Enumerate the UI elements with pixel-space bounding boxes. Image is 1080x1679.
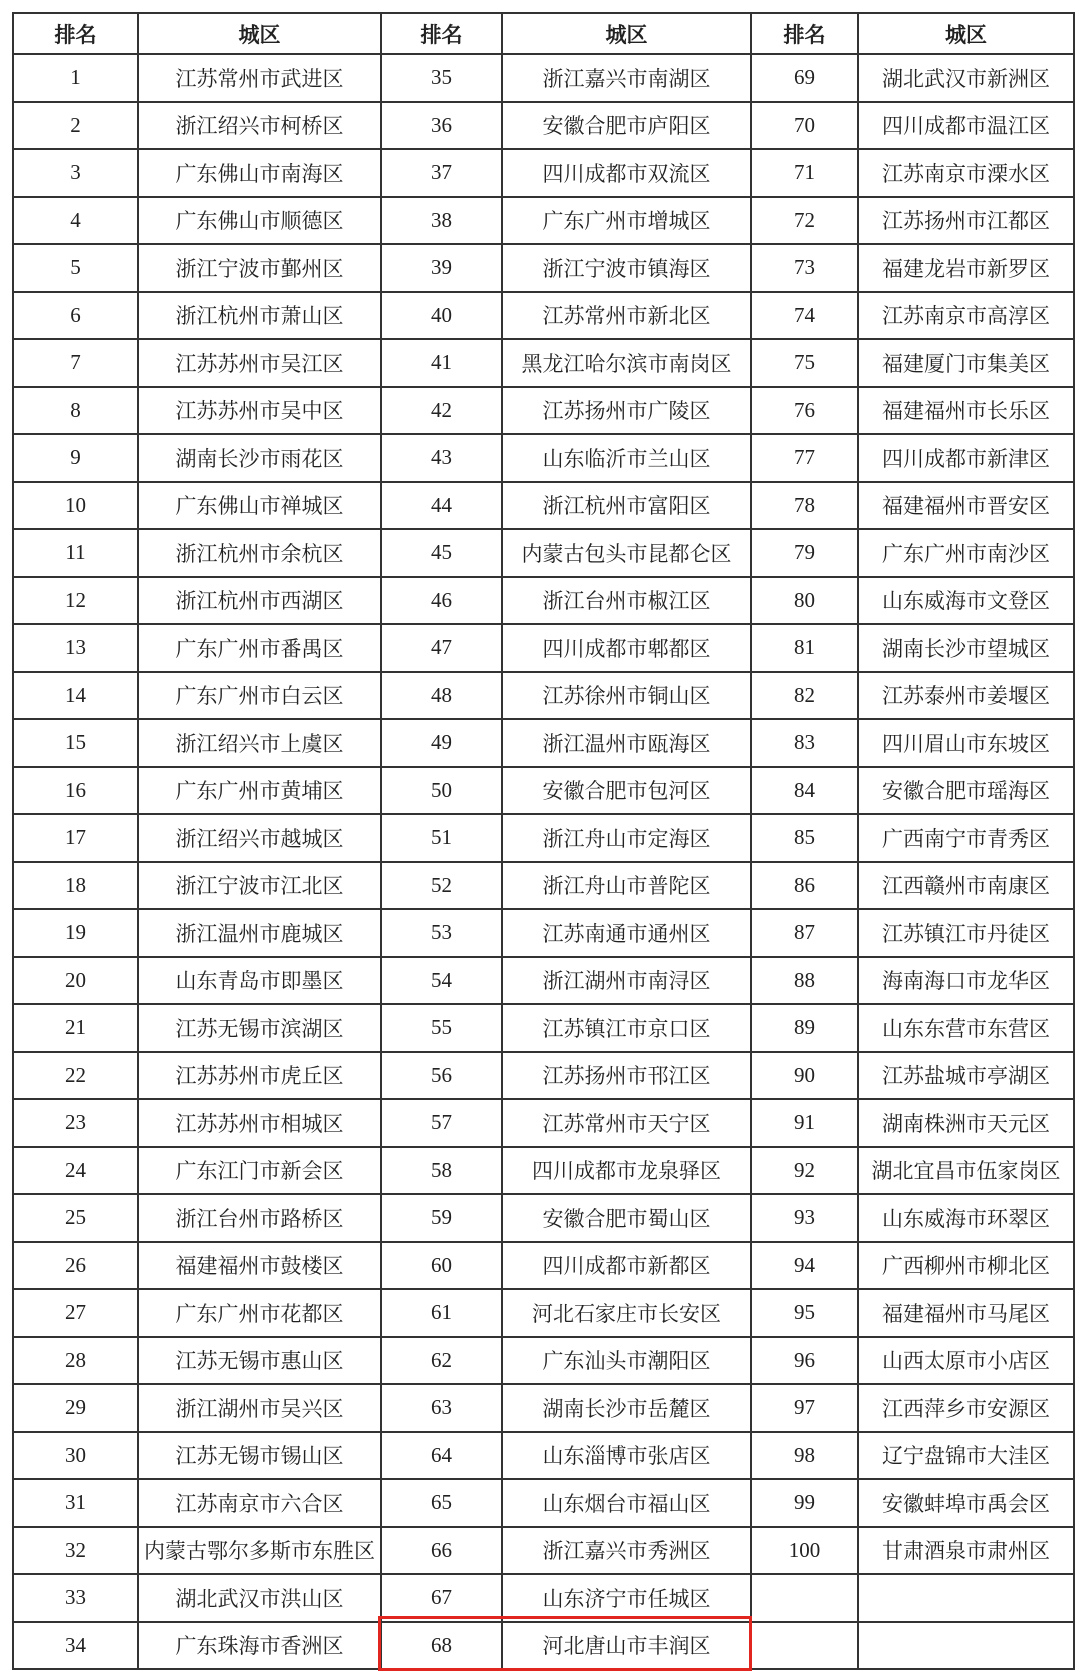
table-row bbox=[13, 719, 1074, 767]
rank-cell: 43 bbox=[381, 434, 502, 482]
district-cell: 山东东营市东营区 bbox=[858, 1004, 1074, 1052]
rank-cell: 71 bbox=[751, 149, 858, 197]
district-cell: 浙江湖州市吴兴区 bbox=[138, 1384, 381, 1432]
district-cell: 安徽合肥市包河区 bbox=[502, 767, 751, 815]
table-row bbox=[13, 1622, 1074, 1670]
district-cell: 浙江绍兴市越城区 bbox=[138, 814, 381, 862]
rank-cell: 20 bbox=[13, 957, 138, 1005]
table-row bbox=[13, 1384, 1074, 1432]
rank-cell: 93 bbox=[751, 1194, 858, 1242]
district-cell: 广东佛山市顺德区 bbox=[138, 197, 381, 245]
district-cell: 四川成都市龙泉驿区 bbox=[502, 1147, 751, 1195]
table-row bbox=[13, 1147, 1074, 1195]
district-cell: 山东威海市文登区 bbox=[858, 577, 1074, 625]
district-cell bbox=[858, 1574, 1074, 1622]
district-cell: 黑龙江哈尔滨市南岗区 bbox=[502, 339, 751, 387]
rank-cell: 4 bbox=[13, 197, 138, 245]
rank-cell: 94 bbox=[751, 1242, 858, 1290]
rank-cell: 59 bbox=[381, 1194, 502, 1242]
table-row bbox=[13, 672, 1074, 720]
district-cell: 广西柳州市柳北区 bbox=[858, 1242, 1074, 1290]
district-cell: 安徽合肥市庐阳区 bbox=[502, 102, 751, 150]
rank-cell: 100 bbox=[751, 1527, 858, 1575]
table-row bbox=[13, 957, 1074, 1005]
table-row bbox=[13, 1242, 1074, 1290]
rank-cell: 83 bbox=[751, 719, 858, 767]
rank-cell: 47 bbox=[381, 624, 502, 672]
rank-cell: 53 bbox=[381, 909, 502, 957]
rank-cell: 51 bbox=[381, 814, 502, 862]
rank-cell: 25 bbox=[13, 1194, 138, 1242]
rank-cell: 62 bbox=[381, 1337, 502, 1385]
table-row bbox=[13, 197, 1074, 245]
district-cell: 广东广州市黄埔区 bbox=[138, 767, 381, 815]
header-rank: 排名 bbox=[13, 13, 138, 54]
rank-cell: 88 bbox=[751, 957, 858, 1005]
district-cell: 江苏扬州市邗江区 bbox=[502, 1052, 751, 1100]
district-cell: 江苏南京市高淳区 bbox=[858, 292, 1074, 340]
rank-cell: 73 bbox=[751, 244, 858, 292]
rank-cell: 31 bbox=[13, 1479, 138, 1527]
rank-cell: 1 bbox=[13, 54, 138, 102]
rank-cell: 48 bbox=[381, 672, 502, 720]
rank-cell: 99 bbox=[751, 1479, 858, 1527]
district-cell: 安徽合肥市瑶海区 bbox=[858, 767, 1074, 815]
district-cell: 浙江杭州市西湖区 bbox=[138, 577, 381, 625]
district-cell: 广东广州市南沙区 bbox=[858, 529, 1074, 577]
district-cell: 河北石家庄市长安区 bbox=[502, 1289, 751, 1337]
district-cell: 四川成都市温江区 bbox=[858, 102, 1074, 150]
rank-cell: 91 bbox=[751, 1099, 858, 1147]
district-cell: 湖南株洲市天元区 bbox=[858, 1099, 1074, 1147]
rank-cell: 41 bbox=[381, 339, 502, 387]
district-cell: 河北唐山市丰润区 bbox=[502, 1622, 751, 1670]
district-cell: 福建福州市鼓楼区 bbox=[138, 1242, 381, 1290]
rank-cell: 75 bbox=[751, 339, 858, 387]
district-cell: 江苏苏州市相城区 bbox=[138, 1099, 381, 1147]
table-row bbox=[13, 814, 1074, 862]
district-cell: 内蒙古包头市昆都仑区 bbox=[502, 529, 751, 577]
district-cell: 山东威海市环翠区 bbox=[858, 1194, 1074, 1242]
rank-cell: 28 bbox=[13, 1337, 138, 1385]
district-cell: 湖北宜昌市伍家岗区 bbox=[858, 1147, 1074, 1195]
table-row bbox=[13, 1194, 1074, 1242]
district-cell: 浙江湖州市南浔区 bbox=[502, 957, 751, 1005]
district-cell: 江苏徐州市铜山区 bbox=[502, 672, 751, 720]
ranking-table bbox=[12, 12, 1075, 1670]
rank-cell: 22 bbox=[13, 1052, 138, 1100]
table-row bbox=[13, 1004, 1074, 1052]
table-row bbox=[13, 387, 1074, 435]
header-rank: 排名 bbox=[751, 13, 858, 54]
district-cell: 江苏无锡市惠山区 bbox=[138, 1337, 381, 1385]
rank-cell: 52 bbox=[381, 862, 502, 910]
district-cell: 山东烟台市福山区 bbox=[502, 1479, 751, 1527]
table-row bbox=[13, 577, 1074, 625]
district-cell: 四川成都市双流区 bbox=[502, 149, 751, 197]
district-cell: 湖南长沙市雨花区 bbox=[138, 434, 381, 482]
district-cell: 江苏镇江市丹徒区 bbox=[858, 909, 1074, 957]
district-cell: 四川眉山市东坡区 bbox=[858, 719, 1074, 767]
district-cell: 江西赣州市南康区 bbox=[858, 862, 1074, 910]
table-row bbox=[13, 624, 1074, 672]
district-cell: 江苏南通市通州区 bbox=[502, 909, 751, 957]
district-cell: 福建福州市晋安区 bbox=[858, 482, 1074, 530]
table-row bbox=[13, 1052, 1074, 1100]
rank-cell: 55 bbox=[381, 1004, 502, 1052]
header-row bbox=[13, 13, 1074, 54]
rank-cell: 82 bbox=[751, 672, 858, 720]
district-cell: 江苏无锡市滨湖区 bbox=[138, 1004, 381, 1052]
table-row bbox=[13, 767, 1074, 815]
district-cell: 广东广州市白云区 bbox=[138, 672, 381, 720]
rank-cell bbox=[751, 1622, 858, 1670]
rank-cell: 45 bbox=[381, 529, 502, 577]
district-cell: 广东佛山市南海区 bbox=[138, 149, 381, 197]
district-cell: 广东珠海市香洲区 bbox=[138, 1622, 381, 1670]
district-cell: 广东江门市新会区 bbox=[138, 1147, 381, 1195]
rank-cell: 81 bbox=[751, 624, 858, 672]
table-header bbox=[13, 13, 1074, 54]
rank-cell: 77 bbox=[751, 434, 858, 482]
rank-cell: 17 bbox=[13, 814, 138, 862]
table-row bbox=[13, 862, 1074, 910]
district-cell: 湖北武汉市洪山区 bbox=[138, 1574, 381, 1622]
rank-cell: 37 bbox=[381, 149, 502, 197]
table-row bbox=[13, 434, 1074, 482]
district-cell: 福建福州市长乐区 bbox=[858, 387, 1074, 435]
district-cell: 福建福州市马尾区 bbox=[858, 1289, 1074, 1337]
table-row bbox=[13, 1337, 1074, 1385]
rank-cell: 66 bbox=[381, 1527, 502, 1575]
district-cell: 浙江杭州市余杭区 bbox=[138, 529, 381, 577]
rank-cell: 50 bbox=[381, 767, 502, 815]
district-cell: 江苏扬州市江都区 bbox=[858, 197, 1074, 245]
rank-cell: 63 bbox=[381, 1384, 502, 1432]
district-cell: 内蒙古鄂尔多斯市东胜区 bbox=[138, 1527, 381, 1575]
rank-cell: 9 bbox=[13, 434, 138, 482]
district-cell: 浙江温州市鹿城区 bbox=[138, 909, 381, 957]
rank-cell: 96 bbox=[751, 1337, 858, 1385]
rank-cell: 97 bbox=[751, 1384, 858, 1432]
rank-cell: 2 bbox=[13, 102, 138, 150]
rank-cell: 18 bbox=[13, 862, 138, 910]
rank-cell: 29 bbox=[13, 1384, 138, 1432]
table-row bbox=[13, 1574, 1074, 1622]
table-row bbox=[13, 1527, 1074, 1575]
rank-cell: 35 bbox=[381, 54, 502, 102]
table-row bbox=[13, 1289, 1074, 1337]
district-cell: 山东济宁市任城区 bbox=[502, 1574, 751, 1622]
district-cell: 四川成都市郫都区 bbox=[502, 624, 751, 672]
rank-cell: 85 bbox=[751, 814, 858, 862]
district-cell: 浙江杭州市富阳区 bbox=[502, 482, 751, 530]
rank-cell: 26 bbox=[13, 1242, 138, 1290]
rank-cell: 12 bbox=[13, 577, 138, 625]
rank-cell: 8 bbox=[13, 387, 138, 435]
rank-cell: 69 bbox=[751, 54, 858, 102]
table-row bbox=[13, 482, 1074, 530]
rank-cell: 42 bbox=[381, 387, 502, 435]
district-cell: 江苏泰州市姜堰区 bbox=[858, 672, 1074, 720]
rank-cell: 84 bbox=[751, 767, 858, 815]
rank-cell: 46 bbox=[381, 577, 502, 625]
table-row bbox=[13, 909, 1074, 957]
district-cell: 安徽合肥市蜀山区 bbox=[502, 1194, 751, 1242]
district-cell: 湖南长沙市岳麓区 bbox=[502, 1384, 751, 1432]
rank-cell: 27 bbox=[13, 1289, 138, 1337]
district-cell: 浙江宁波市江北区 bbox=[138, 862, 381, 910]
header-district: 城区 bbox=[138, 13, 381, 54]
header-district: 城区 bbox=[502, 13, 751, 54]
rank-cell: 98 bbox=[751, 1432, 858, 1480]
district-cell: 广西南宁市青秀区 bbox=[858, 814, 1074, 862]
rank-cell: 89 bbox=[751, 1004, 858, 1052]
rank-cell: 49 bbox=[381, 719, 502, 767]
district-cell: 浙江杭州市萧山区 bbox=[138, 292, 381, 340]
rank-cell: 70 bbox=[751, 102, 858, 150]
rank-cell: 54 bbox=[381, 957, 502, 1005]
rank-cell: 30 bbox=[13, 1432, 138, 1480]
district-cell: 浙江绍兴市柯桥区 bbox=[138, 102, 381, 150]
district-cell: 福建龙岩市新罗区 bbox=[858, 244, 1074, 292]
table-row bbox=[13, 149, 1074, 197]
rank-cell: 61 bbox=[381, 1289, 502, 1337]
rank-cell: 74 bbox=[751, 292, 858, 340]
rank-cell: 80 bbox=[751, 577, 858, 625]
table-row bbox=[13, 54, 1074, 102]
rank-cell: 79 bbox=[751, 529, 858, 577]
district-cell: 安徽蚌埠市禹会区 bbox=[858, 1479, 1074, 1527]
district-cell: 四川成都市新津区 bbox=[858, 434, 1074, 482]
district-cell: 浙江嘉兴市秀洲区 bbox=[502, 1527, 751, 1575]
rank-cell: 95 bbox=[751, 1289, 858, 1337]
table-row bbox=[13, 1432, 1074, 1480]
district-cell: 江苏苏州市虎丘区 bbox=[138, 1052, 381, 1100]
rank-cell: 3 bbox=[13, 149, 138, 197]
district-cell: 山东淄博市张店区 bbox=[502, 1432, 751, 1480]
district-cell: 山西太原市小店区 bbox=[858, 1337, 1074, 1385]
district-cell: 江苏常州市武进区 bbox=[138, 54, 381, 102]
district-cell: 浙江台州市路桥区 bbox=[138, 1194, 381, 1242]
rank-cell: 34 bbox=[13, 1622, 138, 1670]
district-cell: 山东青岛市即墨区 bbox=[138, 957, 381, 1005]
district-cell: 江苏扬州市广陵区 bbox=[502, 387, 751, 435]
district-cell bbox=[858, 1622, 1074, 1670]
district-cell: 广东广州市增城区 bbox=[502, 197, 751, 245]
rank-cell: 76 bbox=[751, 387, 858, 435]
district-cell: 辽宁盘锦市大洼区 bbox=[858, 1432, 1074, 1480]
district-cell: 广东广州市花都区 bbox=[138, 1289, 381, 1337]
rank-cell: 16 bbox=[13, 767, 138, 815]
rank-cell: 33 bbox=[13, 1574, 138, 1622]
district-cell: 江苏镇江市京口区 bbox=[502, 1004, 751, 1052]
rank-cell: 5 bbox=[13, 244, 138, 292]
rank-cell: 38 bbox=[381, 197, 502, 245]
rank-cell: 13 bbox=[13, 624, 138, 672]
rank-cell: 86 bbox=[751, 862, 858, 910]
district-cell: 甘肃酒泉市肃州区 bbox=[858, 1527, 1074, 1575]
district-cell: 江苏盐城市亭湖区 bbox=[858, 1052, 1074, 1100]
district-cell: 广东汕头市潮阳区 bbox=[502, 1337, 751, 1385]
rank-cell: 10 bbox=[13, 482, 138, 530]
rank-cell: 64 bbox=[381, 1432, 502, 1480]
district-cell: 福建厦门市集美区 bbox=[858, 339, 1074, 387]
district-cell: 山东临沂市兰山区 bbox=[502, 434, 751, 482]
rank-cell: 78 bbox=[751, 482, 858, 530]
rank-cell: 21 bbox=[13, 1004, 138, 1052]
district-cell: 浙江嘉兴市南湖区 bbox=[502, 54, 751, 102]
table-row bbox=[13, 292, 1074, 340]
rank-cell: 87 bbox=[751, 909, 858, 957]
rank-cell: 57 bbox=[381, 1099, 502, 1147]
rank-cell: 67 bbox=[381, 1574, 502, 1622]
district-cell: 浙江舟山市普陀区 bbox=[502, 862, 751, 910]
rank-cell: 40 bbox=[381, 292, 502, 340]
district-cell: 江苏苏州市吴江区 bbox=[138, 339, 381, 387]
district-cell: 广东广州市番禺区 bbox=[138, 624, 381, 672]
rank-cell: 60 bbox=[381, 1242, 502, 1290]
rank-cell: 24 bbox=[13, 1147, 138, 1195]
table-row bbox=[13, 102, 1074, 150]
district-cell: 海南海口市龙华区 bbox=[858, 957, 1074, 1005]
district-cell: 江苏南京市溧水区 bbox=[858, 149, 1074, 197]
district-cell: 浙江宁波市鄞州区 bbox=[138, 244, 381, 292]
rank-cell: 44 bbox=[381, 482, 502, 530]
rank-cell: 39 bbox=[381, 244, 502, 292]
rank-cell: 23 bbox=[13, 1099, 138, 1147]
district-cell: 浙江台州市椒江区 bbox=[502, 577, 751, 625]
table-row bbox=[13, 529, 1074, 577]
table-row bbox=[13, 1099, 1074, 1147]
district-cell: 湖北武汉市新洲区 bbox=[858, 54, 1074, 102]
district-cell: 浙江舟山市定海区 bbox=[502, 814, 751, 862]
rank-cell: 90 bbox=[751, 1052, 858, 1100]
district-cell: 四川成都市新都区 bbox=[502, 1242, 751, 1290]
table-row bbox=[13, 244, 1074, 292]
district-cell: 浙江宁波市镇海区 bbox=[502, 244, 751, 292]
rank-cell: 58 bbox=[381, 1147, 502, 1195]
rank-cell: 19 bbox=[13, 909, 138, 957]
rank-cell: 68 bbox=[381, 1622, 502, 1670]
table-body bbox=[13, 54, 1074, 1669]
rank-cell: 14 bbox=[13, 672, 138, 720]
table-row bbox=[13, 339, 1074, 387]
rank-cell: 36 bbox=[381, 102, 502, 150]
rank-cell: 7 bbox=[13, 339, 138, 387]
district-cell: 江西萍乡市安源区 bbox=[858, 1384, 1074, 1432]
rank-cell: 11 bbox=[13, 529, 138, 577]
rank-cell: 6 bbox=[13, 292, 138, 340]
rank-cell: 15 bbox=[13, 719, 138, 767]
district-cell: 江苏南京市六合区 bbox=[138, 1479, 381, 1527]
rank-cell: 56 bbox=[381, 1052, 502, 1100]
district-cell: 江苏无锡市锡山区 bbox=[138, 1432, 381, 1480]
district-cell: 江苏苏州市吴中区 bbox=[138, 387, 381, 435]
header-district: 城区 bbox=[858, 13, 1074, 54]
rank-cell: 92 bbox=[751, 1147, 858, 1195]
district-cell: 广东佛山市禅城区 bbox=[138, 482, 381, 530]
district-cell: 湖南长沙市望城区 bbox=[858, 624, 1074, 672]
district-cell: 浙江绍兴市上虞区 bbox=[138, 719, 381, 767]
rank-cell: 32 bbox=[13, 1527, 138, 1575]
district-cell: 江苏常州市新北区 bbox=[502, 292, 751, 340]
district-cell: 江苏常州市天宁区 bbox=[502, 1099, 751, 1147]
rank-cell bbox=[751, 1574, 858, 1622]
rank-cell: 65 bbox=[381, 1479, 502, 1527]
table-row bbox=[13, 1479, 1074, 1527]
rank-cell: 72 bbox=[751, 197, 858, 245]
district-cell: 浙江温州市瓯海区 bbox=[502, 719, 751, 767]
header-rank: 排名 bbox=[381, 13, 502, 54]
